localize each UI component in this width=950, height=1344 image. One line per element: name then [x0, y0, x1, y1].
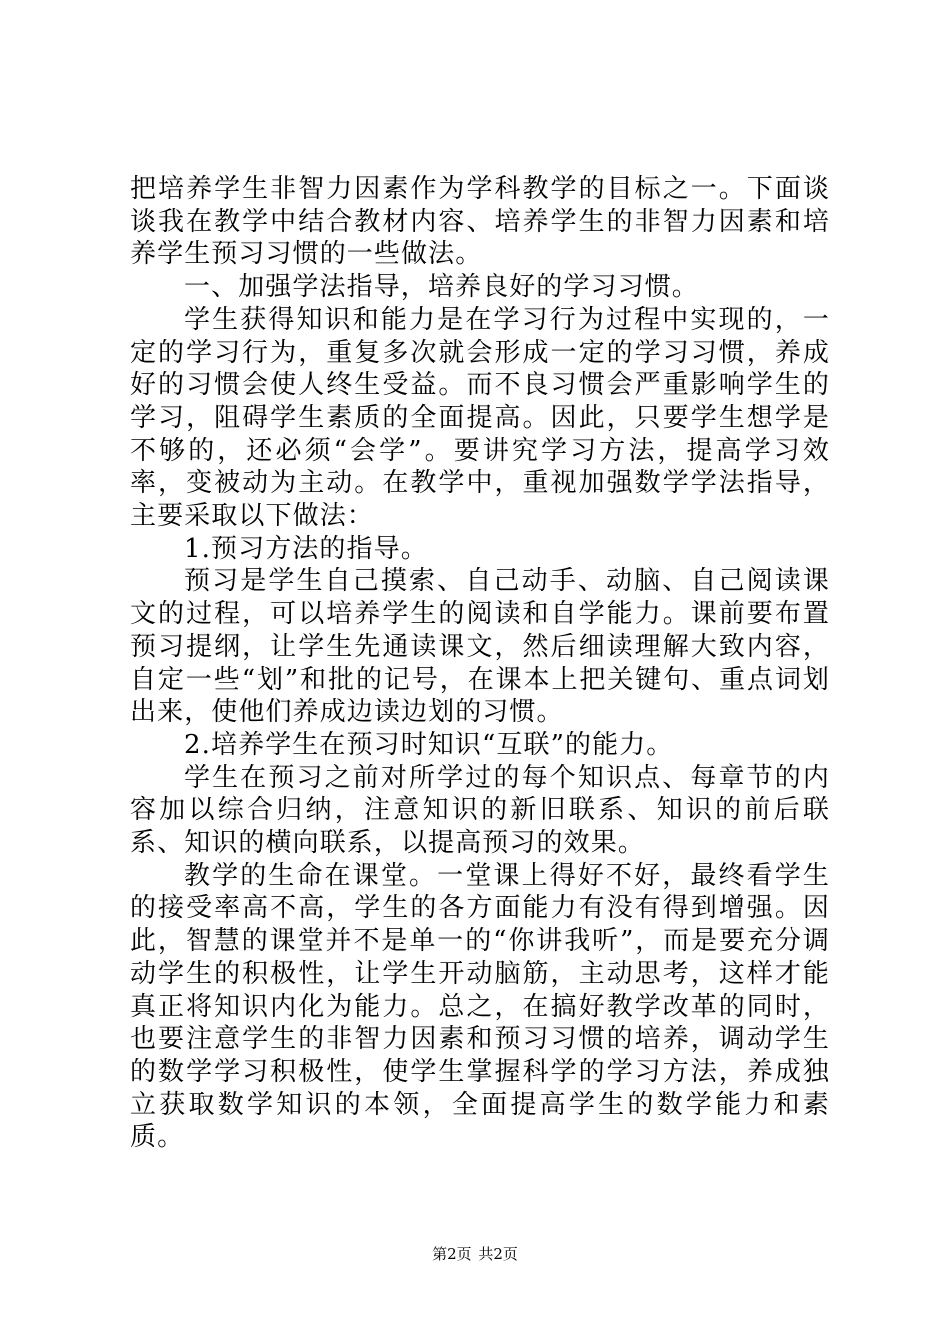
paragraph: 学生在预习之前对所学过的每个知识点、每章节的内容加以综合归纳，注意知识的新旧联系、知识的前后联系、知识的横向联系，以提高预习的效果。 [130, 762, 830, 859]
document-body [130, 173, 830, 1154]
subsection-heading: 2.培养学生在预习时知识“互联”的能力。 [184, 729, 674, 760]
paragraph: 学生获得知识和能力是在学习行为过程中实现的，一定的学习行为，重复多次就会形成一定的学习习惯，养成好的习惯会使人终生受益。而不良习惯会严重影响学生的学习，阻碍学生素质的全面提高。因此，只要学生想学是不够的，还必须“会学”。要讲究学习方法，提高学习效率，变被动为主动。在教学中，重视加强数学学法指导，主要采取以下做法： [130, 304, 830, 532]
subsection-heading: 1.预习方法的指导。 [184, 533, 428, 564]
paragraph: 预习是学生自己摸索、自己动手、动脑、自己阅读课文的过程，可以培养学生的阅读和自学能力。课前要布置预习提纲，让学生先通读课文，然后细读理解大致内容，自定一些“划”和批的记号，在课本上把关键句、重点词划出来，使他们养成边读边划的习惯。 [130, 566, 830, 728]
page-footer [0, 1244, 950, 1264]
page-total: 共2页 [478, 1245, 518, 1263]
paragraph: 把培养学生非智力因素作为学科教学的目标之一。下面谈谈我在教学中结合教材内容、培养学生的非智力因素和培养学生预习习惯的一些做法。 [130, 174, 830, 270]
section-heading: 一、加强学法指导，培养良好的学习习惯。 [184, 272, 699, 303]
page-number: 第2页 [432, 1245, 472, 1263]
paragraph: 教学的生命在课堂。一堂课上得好不好，最终看学生的接受率高不高，学生的各方面能力有没有得到增强。因此，智慧的课堂并不是单一的“你讲我听”，而是要充分调动学生的积极性，让学生开动脑筋，主动思考，这样才能真正将知识内化为能力。总之，在搞好教学改革的同时，也要注意学生的非智力因素和预习习惯的培养，调动学生的数学学习积极性，使学生掌握科学的学习方法，养成独立获取数学知识的本领，全面提高学生的数学能力和素质。 [130, 860, 830, 1153]
